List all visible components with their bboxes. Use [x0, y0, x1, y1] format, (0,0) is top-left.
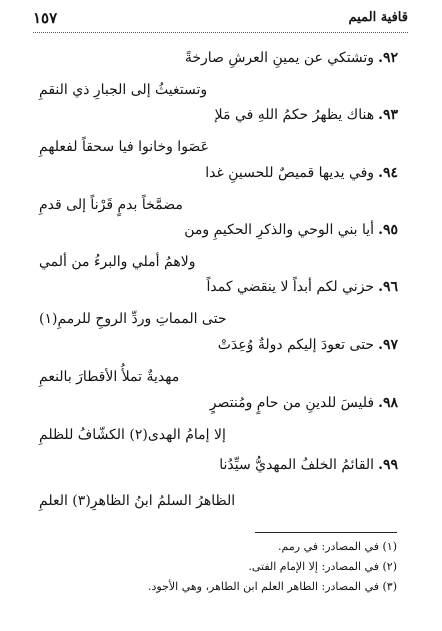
page-number: ١٥٧ — [33, 9, 58, 27]
verse-94-second-hemistich: مضمَّخاً بدمٍ قَرْناً إلى قدمِ — [39, 197, 183, 213]
page-header — [33, 8, 408, 33]
verse-98-first-hemistich: ٩٨.فليسَ للدينِ من حامٍ ومُنتصرٍ — [209, 395, 398, 411]
footnote-3: (٣) في المصادر: الطاهر العلم ابن الطاهر، وهي الأجود. — [148, 580, 397, 593]
verse-92-first-hemistich: ٩٢.وتشتكي عن يمينِ العرشِ صارخةً — [184, 50, 398, 66]
verse-number: ٩٣. — [378, 107, 398, 123]
verse-96-first-hemistich: ٩٦.حزني لكم أبداً لا ينقضي كمداً — [206, 279, 398, 295]
verse-98-second-hemistich: إلا إمامُ الهدى(٢) الكشّافُ للظلمِ — [39, 427, 226, 443]
verse-number: ٩٥. — [378, 222, 398, 238]
verse-96-second-hemistich: حتى المماتِ وردِّ الروحِ للرممِ(١) — [39, 311, 227, 327]
footnote-2: (٢) في المصادر: إلا الإمام الفتى. — [248, 560, 397, 573]
verse-97-first-hemistich: ٩٧.حتى تعودَ إليكم دولةٌ وُعِدَتْ — [217, 337, 398, 353]
verse-99-first-hemistich: ٩٩.القائمُ الخلفُ المهديُّ سيِّدُنا — [219, 457, 398, 473]
verse-99-second-hemistich: الظاهرُ السلمُ ابنُ الظاهرِ(٣) العلمِ — [39, 493, 236, 509]
footnote-1: (١) في المصادر: في رمم. — [278, 540, 397, 553]
verse-number: ٩٨. — [378, 395, 398, 411]
verse-number: ٩٦. — [378, 279, 398, 295]
verse-95-second-hemistich: ولاهمُ أملي والبرءُ من ألمي — [39, 254, 196, 270]
verse-95-first-hemistich: ٩٥.أيا بني الوحي والذكرِ الحكيمِ ومن — [184, 222, 398, 238]
verse-94-first-hemistich: ٩٤.وفي يديها قميصٌ للحسينِ غدا — [205, 165, 398, 181]
verse-92-second-hemistich: وتستغيثُ إلى الجبارِ ذي النقمِ — [39, 82, 208, 98]
chapter-title: قافية الميم — [348, 10, 408, 25]
verse-number: ٩٢. — [378, 50, 398, 66]
verse-number: ٩٩. — [378, 457, 398, 473]
verse-93-second-hemistich: عَصَوا وخانوا فيا سحقاً لفعلهمِ — [39, 139, 209, 155]
footnote-separator — [255, 532, 397, 533]
verse-93-first-hemistich: ٩٣.هناك يظهرُ حكمُ اللهِ في مَلإ — [214, 107, 398, 123]
verse-number: ٩٤. — [378, 165, 398, 181]
verse-number: ٩٧. — [378, 337, 398, 353]
verse-97-second-hemistich: مهديةٌ تملأُ الأقطارَ بالنعمِ — [39, 369, 180, 385]
